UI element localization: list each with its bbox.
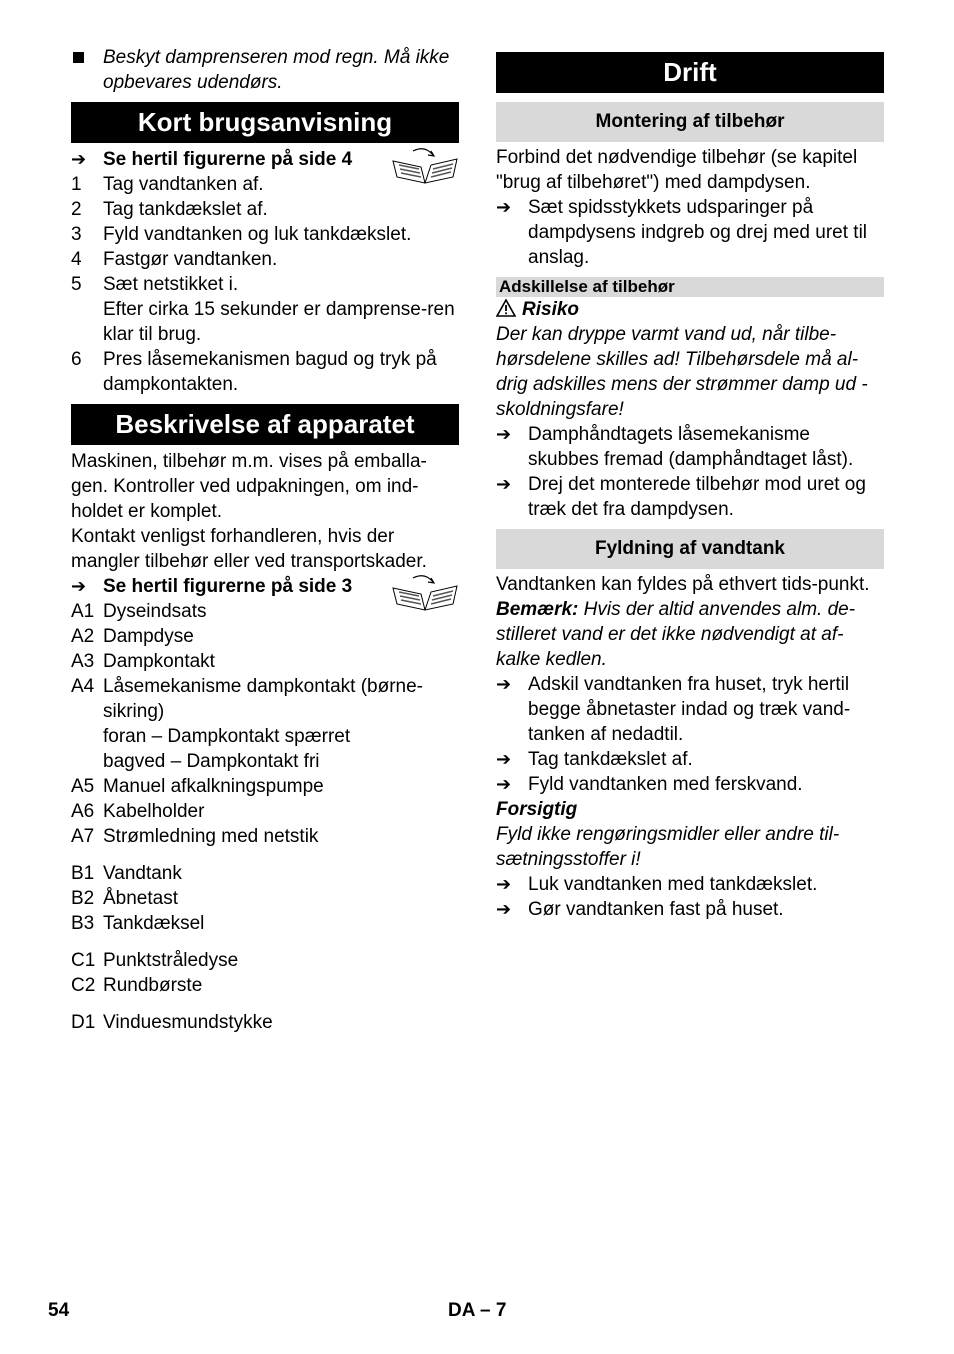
item-number: A3 — [71, 651, 95, 672]
kort-step — [71, 222, 459, 247]
item-number: A7 — [71, 826, 95, 847]
item-text: Fastgør vandtanken. — [103, 249, 278, 270]
arrow-right-icon: ➔ — [496, 774, 512, 794]
item-text: Pres låsemekanismen bagud og tryk på dampkontakten. — [103, 349, 437, 395]
item-text: Tankdæksel — [103, 913, 205, 934]
item-number: D1 — [71, 1012, 96, 1033]
beskrivelse-heading: Beskrivelse af apparatet — [71, 404, 459, 445]
items-a-list — [71, 599, 459, 849]
montering-heading: Montering af tilbehør — [496, 102, 884, 142]
part-item — [71, 886, 459, 911]
kort-steps — [71, 172, 459, 397]
intro-bullet — [71, 45, 459, 95]
item-text: Tag tankdækslet af. — [103, 199, 268, 220]
part-item — [71, 724, 459, 749]
arrow-step-text: Gør vandtanken fast på huset. — [528, 899, 784, 920]
item-text: Vandtank — [103, 863, 182, 884]
item-number — [71, 297, 103, 347]
arrow-step-text: Luk vandtanken med tankdækslet. — [528, 874, 818, 895]
part-item — [71, 824, 459, 849]
part-item — [71, 649, 459, 674]
item-number: A2 — [71, 626, 95, 647]
arrow-right-icon: ➔ — [496, 899, 512, 919]
part-item — [71, 861, 459, 886]
risk-label-text: Risiko — [522, 299, 580, 320]
item-text: Dampdyse — [103, 626, 194, 647]
part-item — [71, 911, 459, 936]
left-column — [71, 45, 459, 1035]
item-text: Efter cirka 15 sekunder er damprense-ren klar til brug. — [103, 299, 455, 345]
intro-bullet-text: Beskyt damprenseren mod regn. Må ikke opbevares udendørs. — [103, 47, 450, 93]
item-text: bagved – Dampkontakt fri — [103, 751, 320, 772]
risk-text: Der kan dryppe varmt vand ud, når tilbe-hørsdelene skilles ad! Tilbehørsdele må al-drig adskilles mens der strømmer damp ud - skoldningsfare! — [496, 324, 868, 420]
item-text: Låsemekanisme dampkontakt (børne-sikring) — [103, 676, 423, 722]
fyldning-para: Vandtanken kan fyldes på ethvert tids-punkt. — [496, 574, 870, 595]
item-text: Rundbørste — [103, 975, 203, 996]
arrow-step-text: Tag tankdækslet af. — [528, 749, 693, 770]
beskrivelse-ref-text: Se hertil figurerne på side 3 — [103, 576, 353, 597]
item-text: Vinduesmundstykke — [103, 1012, 273, 1033]
part-item — [71, 948, 459, 973]
arrow-step-text: Damphåndtagets låsemekanisme skubbes fremad (damphåndtaget låst). — [528, 424, 854, 470]
item-number: 2 — [71, 199, 82, 220]
item-text: Åbnetast — [103, 888, 178, 909]
item-number — [71, 724, 103, 749]
arrow-right-icon: ➔ — [71, 149, 87, 169]
fyldning-note — [496, 597, 884, 672]
arrow-right-icon: ➔ — [496, 474, 512, 494]
arrow-right-icon: ➔ — [496, 749, 512, 769]
beskrivelse-para1: Maskinen, tilbehør m.m. vises på emballa-gen. Kontroller ved udpakningen, om ind-holdet er komplet. — [71, 451, 427, 522]
arrow-step-text: Adskil vandtanken fra huset, tryk hertil begge åbnetaster indad og træk vand-tanken af nedadtil. — [528, 674, 851, 745]
item-number: B3 — [71, 913, 95, 934]
manual-book-icon — [391, 147, 459, 187]
adskillelse-steps — [496, 422, 884, 522]
item-text: Fyld vandtanken og luk tankdækslet. — [103, 224, 412, 245]
arrow-step — [496, 897, 884, 922]
arrow-step — [496, 472, 884, 522]
item-text: Dampkontakt — [103, 651, 215, 672]
arrow-step — [496, 422, 884, 472]
item-text: Tag vandtanken af. — [103, 174, 264, 195]
item-text: foran – Dampkontakt spærret — [103, 726, 351, 747]
kort-ref-text: Se hertil figurerne på side 4 — [103, 149, 353, 170]
kort-section — [71, 147, 459, 397]
caution-label: Forsigtig — [496, 799, 578, 820]
arrow-step — [496, 872, 884, 897]
item-number: 1 — [71, 174, 82, 195]
kort-step — [71, 272, 459, 297]
item-number: 6 — [71, 349, 82, 370]
items-b-list — [71, 861, 459, 936]
kort-step — [71, 297, 459, 347]
part-item — [71, 749, 459, 774]
warning-icon — [496, 299, 516, 317]
fyldning-steps-final — [496, 872, 884, 922]
beskrivelse-list — [71, 574, 459, 1035]
adskillelse-heading: Adskillelse af tilbehør — [496, 277, 884, 297]
arrow-step-text: Fyld vandtanken med ferskvand. — [528, 774, 803, 795]
item-number: C2 — [71, 975, 96, 996]
note-label: Bemærk: — [496, 599, 579, 620]
part-item — [71, 973, 459, 998]
beskrivelse-para2: Kontakt venligst forhandleren, hvis der mangler tilbehør eller ved transportskader. — [71, 526, 427, 572]
item-number: A4 — [71, 676, 95, 697]
part-item — [71, 624, 459, 649]
item-number: B1 — [71, 863, 95, 884]
fyldning-steps — [496, 672, 884, 797]
arrow-right-icon: ➔ — [496, 424, 512, 444]
montering-step-text: Sæt spidsstykkets udsparinger på dampdysens indgreb og drej med uret til anslag. — [528, 197, 868, 268]
item-text: Kabelholder — [103, 801, 205, 822]
kort-step — [71, 347, 459, 397]
item-text: Dyseindsats — [103, 601, 207, 622]
item-text: Sæt netstikket i. — [103, 274, 239, 295]
right-column — [496, 52, 884, 922]
arrow-step — [496, 672, 884, 747]
page-number: 54 — [48, 1300, 70, 1321]
part-item — [71, 799, 459, 824]
montering-para: Forbind det nødvendige tilbehør (se kapitel "brug af tilbehøret") med dampdysen. — [496, 147, 858, 193]
items-c-list — [71, 948, 459, 998]
caution-text: Fyld ikke rengøringsmidler eller andre til-sætningsstoffer i! — [496, 824, 840, 870]
section-label: DA – 7 — [448, 1300, 507, 1321]
item-number: C1 — [71, 950, 96, 971]
item-text: Punktstråledyse — [103, 950, 239, 971]
item-text: Strømledning med netstik — [103, 826, 319, 847]
part-item — [71, 1010, 459, 1035]
kort-step — [71, 197, 459, 222]
montering-step — [496, 195, 884, 270]
fyldning-heading: Fyldning af vandtank — [496, 529, 884, 569]
arrow-right-icon: ➔ — [496, 874, 512, 894]
arrow-step — [496, 747, 884, 772]
arrow-step — [496, 772, 884, 797]
part-item — [71, 774, 459, 799]
drift-heading: Drift — [496, 52, 884, 93]
note-text: Hvis der altid anvendes alm. de-stilleret vand er det ikke nødvendigt at af-kalke kedlen. — [496, 599, 856, 670]
item-number: A6 — [71, 801, 95, 822]
manual-book-icon — [391, 574, 459, 614]
items-d-list — [71, 1010, 459, 1035]
item-number: A5 — [71, 776, 95, 797]
arrow-right-icon: ➔ — [496, 197, 512, 217]
item-number: B2 — [71, 888, 95, 909]
kort-step — [71, 247, 459, 272]
part-item — [71, 674, 459, 724]
arrow-right-icon: ➔ — [496, 674, 512, 694]
kort-heading: Kort brugsanvisning — [71, 102, 459, 143]
item-number: 5 — [71, 274, 82, 295]
arrow-right-icon: ➔ — [71, 576, 87, 596]
item-number: A1 — [71, 601, 95, 622]
arrow-step-text: Drej det monterede tilbehør mod uret og træk det fra dampdysen. — [528, 474, 866, 520]
square-bullet-icon — [71, 45, 103, 95]
risk-label — [496, 297, 884, 322]
item-number — [71, 749, 103, 774]
item-number: 4 — [71, 249, 82, 270]
item-text: Manuel afkalkningspumpe — [103, 776, 324, 797]
item-number: 3 — [71, 224, 82, 245]
